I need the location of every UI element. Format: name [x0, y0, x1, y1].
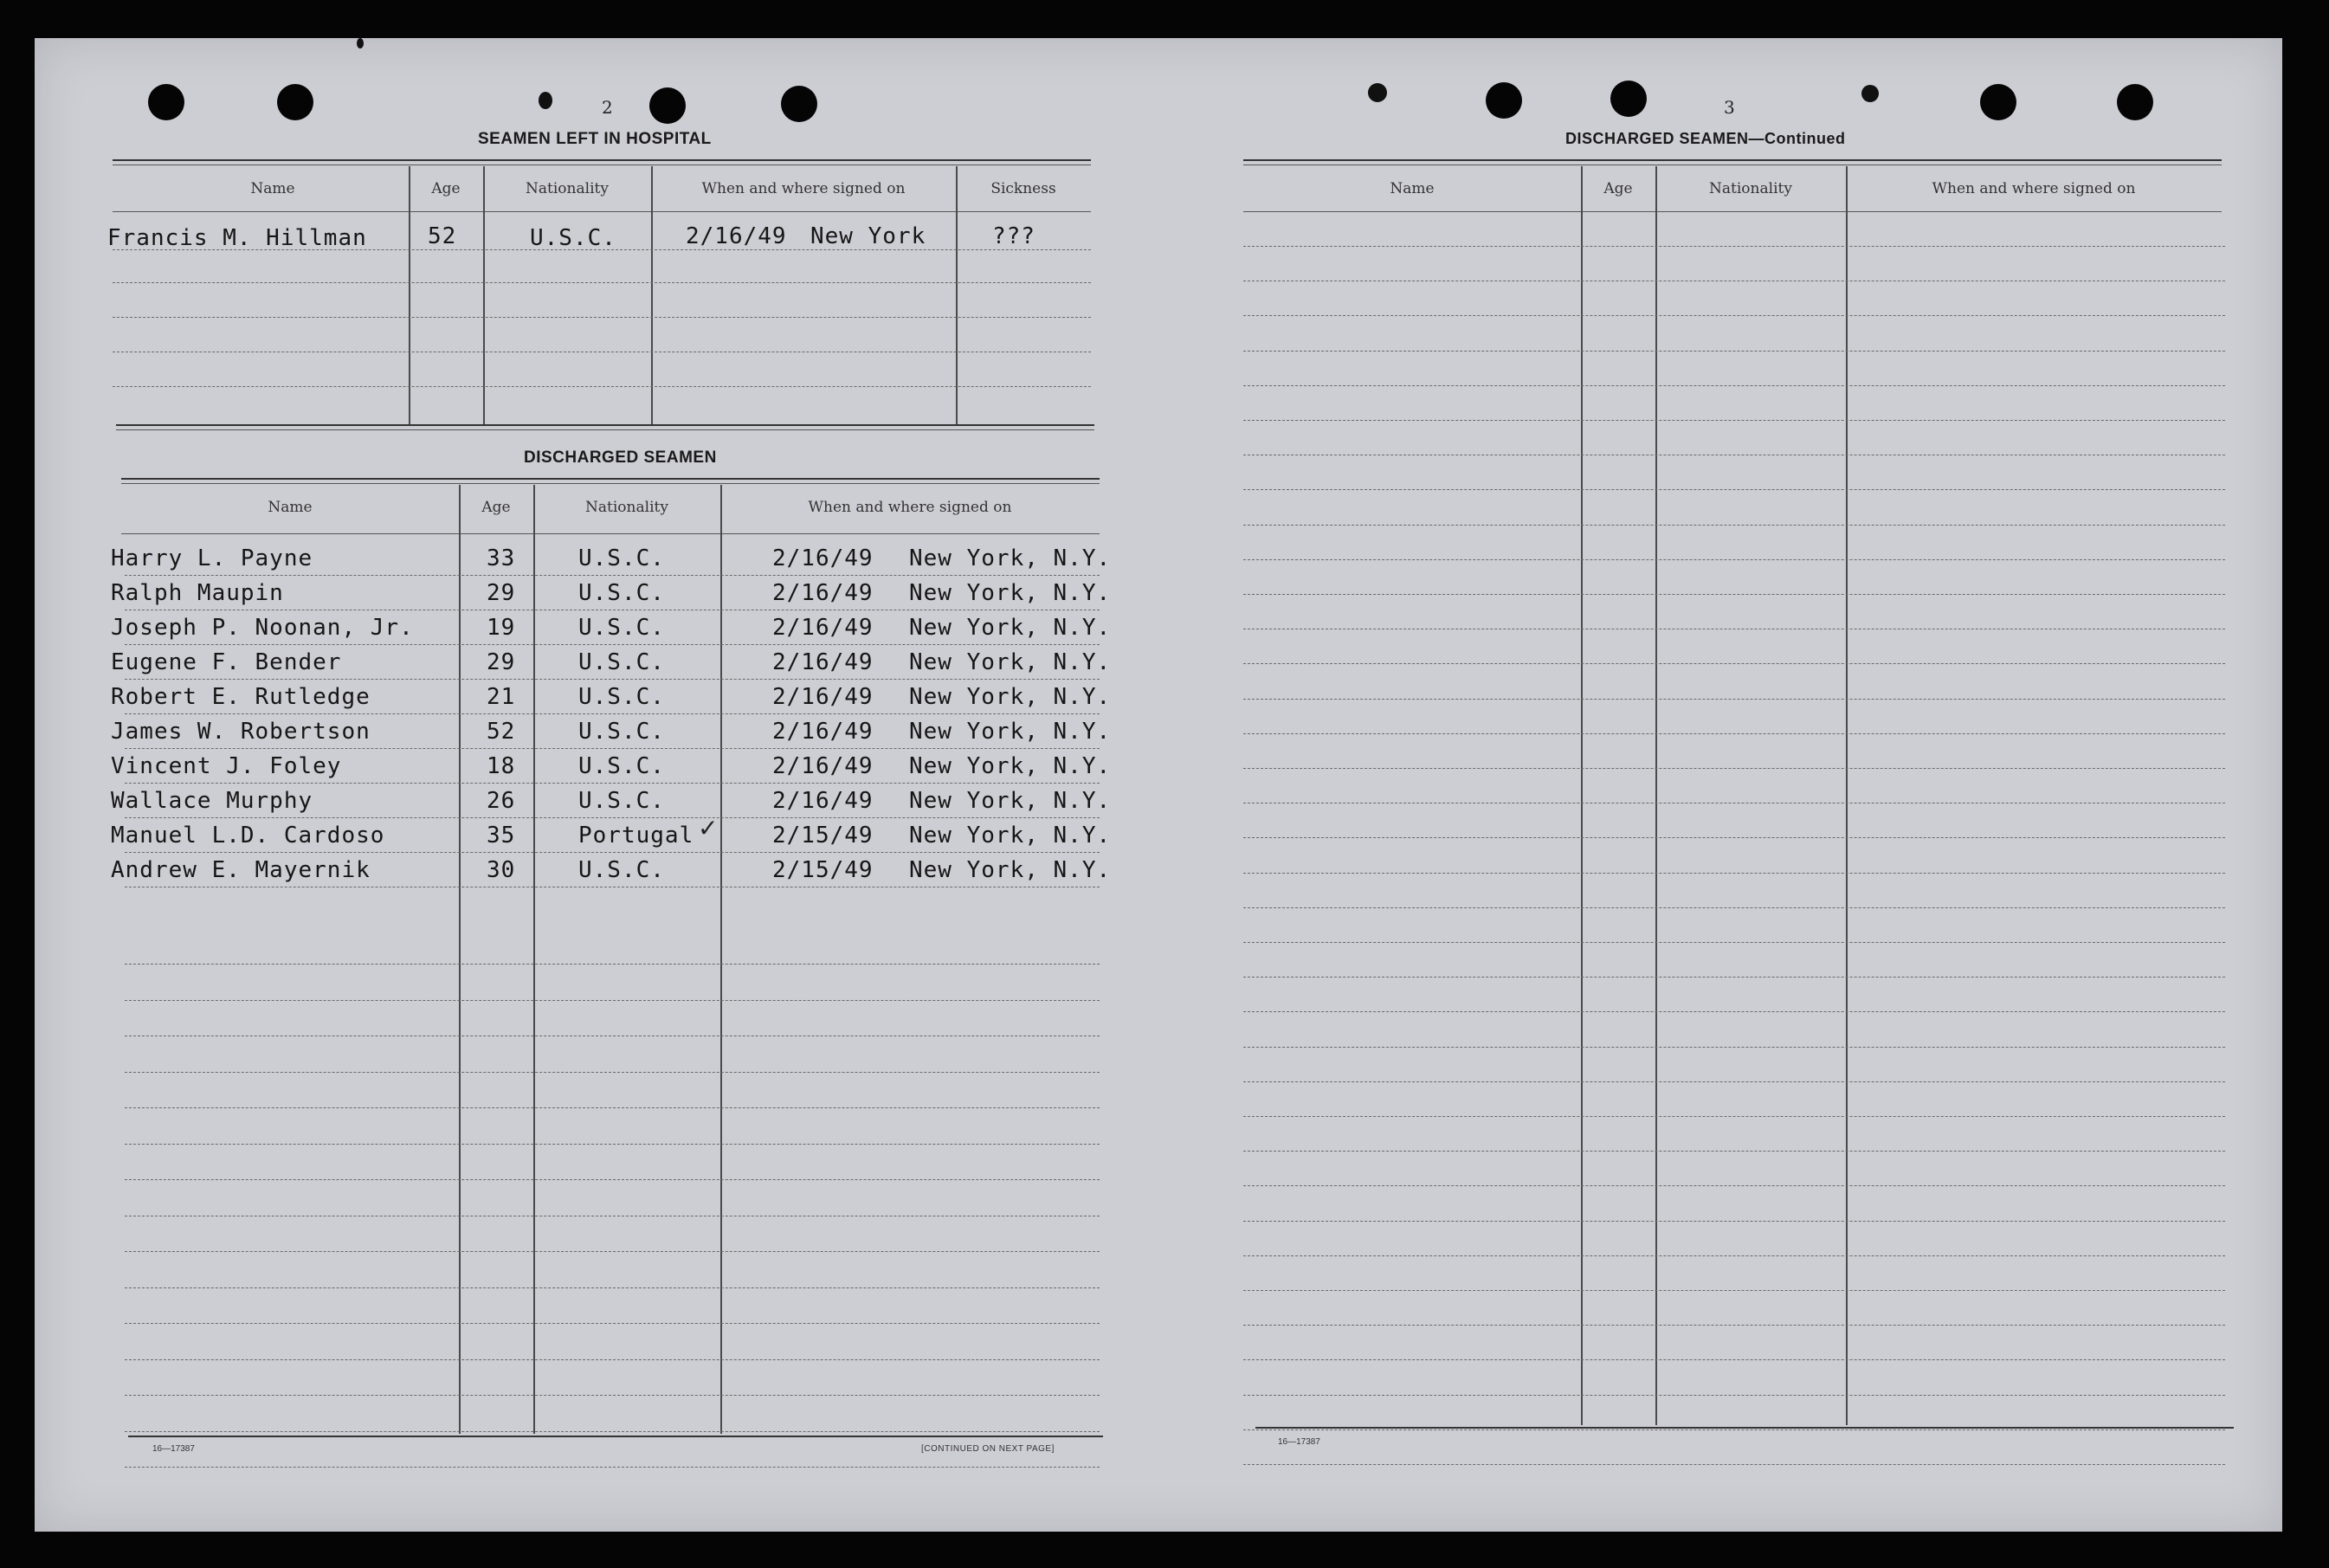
discharged-row-age: 21: [487, 684, 516, 710]
punch-hole: [1610, 81, 1647, 117]
discharged-row-line: [125, 575, 1100, 576]
hospital-col-divider: [409, 166, 410, 426]
discharged-row-date: 2/16/49: [772, 719, 874, 745]
right-row-line: [1243, 1325, 2225, 1326]
right-row-line: [1243, 663, 2225, 664]
right-row-line: [1243, 1116, 2225, 1117]
ink-speck: [1861, 85, 1879, 102]
discharged-row-place: New York, N.Y.: [909, 719, 1112, 745]
ink-speck: [357, 38, 364, 48]
discharged-row-date: 2/16/49: [772, 545, 874, 571]
discharged-row-name: Eugene F. Bender: [111, 649, 342, 675]
right-row-line: [1243, 594, 2225, 595]
discharged-row-name: Manuel L.D. Cardoso: [111, 823, 385, 849]
discharged-row-age: 18: [487, 753, 516, 779]
right-row-line: [1243, 246, 2225, 247]
discharged-top-rule-2: [121, 483, 1100, 484]
right-row-line: [1243, 385, 2225, 386]
right-page-number: 3: [1724, 97, 1735, 118]
discharged-row-date: 2/16/49: [772, 788, 874, 814]
ink-speck: [539, 92, 552, 109]
right-row-line: [1243, 837, 2225, 838]
hospital-col-divider: [956, 166, 958, 426]
discharged-row-line: [125, 748, 1100, 749]
right-row-line: [1243, 1081, 2225, 1082]
discharged-row-nationality: U.S.C.: [578, 684, 665, 710]
discharged-row-age: 29: [487, 649, 516, 675]
punch-hole: [2117, 84, 2153, 120]
discharged-header-age: Age: [481, 499, 511, 516]
discharged-row-age: 30: [487, 857, 516, 883]
right-row-line: [1243, 1185, 2225, 1186]
discharged-row-line: [125, 1000, 1100, 1001]
right-row-line: [1243, 1255, 2225, 1256]
hospital-header-nationality: Nationality: [526, 180, 609, 197]
hospital-header-name: Name: [250, 180, 295, 197]
right-row-line: [1243, 733, 2225, 734]
continued-note: [CONTINUED ON NEXT PAGE]: [921, 1444, 1055, 1454]
discharged-row-line: [125, 1144, 1100, 1145]
discharged-row-date: 2/16/49: [772, 649, 874, 675]
discharged-top-rule: [121, 478, 1100, 480]
discharged-row-place: New York, N.Y.: [909, 788, 1112, 814]
hospital-row-nationality: U.S.C.: [530, 225, 616, 251]
discharged-header-signed-on: When and where signed on: [808, 499, 1012, 516]
discharged-row-line: [125, 679, 1100, 680]
left-page-bottom-rule: [128, 1436, 1103, 1437]
hospital-row-age: 52: [428, 223, 457, 249]
discharged-row-place: New York, N.Y.: [909, 684, 1112, 710]
discharged-header-rule: [121, 533, 1100, 534]
discharged-row-line: [125, 644, 1100, 645]
discharged-row-nationality: Portugal: [578, 823, 694, 849]
discharged-row-date: 2/16/49: [772, 580, 874, 606]
discharged-row-name: James W. Robertson: [111, 719, 371, 745]
right-row-line: [1243, 768, 2225, 769]
discharged-row-line: [125, 1072, 1100, 1073]
discharged-row-nationality: U.S.C.: [578, 788, 665, 814]
discharged-row-line: [125, 1251, 1100, 1252]
right-row-line: [1243, 351, 2225, 352]
discharged-row-name: Vincent J. Foley: [111, 753, 342, 779]
hospital-row-line: [113, 249, 1091, 250]
discharged-row-age: 19: [487, 615, 516, 641]
discharged-row-line: [125, 1395, 1100, 1396]
punch-hole: [1486, 82, 1522, 119]
discharged-row-nationality: U.S.C.: [578, 580, 665, 606]
discharged-row-date: 2/16/49: [772, 615, 874, 641]
discharged-row-line: [125, 1431, 1100, 1432]
right-row-line: [1243, 420, 2225, 421]
discharged-row-age: 29: [487, 580, 516, 606]
discharged-row-place: New York, N.Y.: [909, 857, 1112, 883]
discharged-row-name: Andrew E. Mayernik: [111, 857, 371, 883]
document-sheet: [35, 38, 2282, 1532]
discharged-row-place: New York, N.Y.: [909, 545, 1112, 571]
right-top-rule: [1243, 159, 2222, 161]
hospital-row-line: [113, 282, 1091, 283]
discharged-row-place: New York, N.Y.: [909, 615, 1112, 641]
right-row-line: [1243, 559, 2225, 560]
hospital-row-line: [113, 317, 1091, 318]
discharged-row-line: [125, 964, 1100, 965]
discharged-row-date: 2/16/49: [772, 684, 874, 710]
right-row-line: [1243, 315, 2225, 316]
hospital-col-divider: [651, 166, 653, 426]
right-header-nationality: Nationality: [1709, 180, 1792, 197]
hospital-header-signed-on: When and where signed on: [701, 180, 906, 197]
right-row-line: [1243, 489, 2225, 490]
discharged-section-title: DISCHARGED SEAMEN: [524, 448, 717, 467]
discharged-row-line: [125, 713, 1100, 714]
right-header-age: Age: [1603, 180, 1633, 197]
right-page-bottom-rule: [1255, 1427, 2234, 1429]
discharged-row-place: New York, N.Y.: [909, 649, 1112, 675]
discharged-row-nationality: U.S.C.: [578, 857, 665, 883]
left-form-code: 16—17387: [152, 1444, 195, 1454]
right-form-code: 16—17387: [1278, 1437, 1320, 1447]
right-header-rule: [1243, 211, 2222, 212]
hospital-bottom-rule-2: [116, 429, 1094, 430]
discharged-row-line: [125, 783, 1100, 784]
hospital-col-divider: [483, 166, 485, 426]
discharged-col-divider: [459, 485, 461, 1434]
discharged-row-date: 2/15/49: [772, 823, 874, 849]
discharged-row-place: New York, N.Y.: [909, 823, 1112, 849]
discharged-row-line: [125, 1359, 1100, 1360]
right-row-line: [1243, 907, 2225, 908]
hospital-row-line: [113, 386, 1091, 387]
right-row-line: [1243, 942, 2225, 943]
right-row-line: [1243, 977, 2225, 978]
discharged-row-line: [125, 817, 1100, 818]
hospital-row-date: 2/16/49: [686, 223, 787, 249]
right-row-line: [1243, 873, 2225, 874]
discharged-row-nationality: U.S.C.: [578, 545, 665, 571]
check-mark: ✓: [698, 814, 719, 842]
right-header-name: Name: [1390, 180, 1435, 197]
punch-hole: [148, 84, 184, 120]
right-row-line: [1243, 1151, 2225, 1152]
right-row-line: [1243, 1011, 2225, 1012]
left-page-number: 2: [602, 97, 613, 118]
discharged-row-name: Ralph Maupin: [111, 580, 284, 606]
discharged-row-nationality: U.S.C.: [578, 615, 665, 641]
hospital-header-sickness: Sickness: [990, 180, 1056, 197]
hospital-header-rule: [113, 211, 1091, 212]
discharged-header-name: Name: [268, 499, 313, 516]
discharged-row-date: 2/16/49: [772, 753, 874, 779]
discharged-col-divider: [720, 485, 722, 1434]
ink-speck: [1368, 83, 1387, 102]
hospital-bottom-rule: [116, 424, 1094, 426]
discharged-row-name: Robert E. Rutledge: [111, 684, 371, 710]
right-row-line: [1243, 1221, 2225, 1222]
discharged-header-nationality: Nationality: [585, 499, 668, 516]
discharged-row-line: [125, 1467, 1100, 1468]
punch-hole: [277, 84, 313, 120]
discharged-row-place: New York, N.Y.: [909, 580, 1112, 606]
hospital-row-place: New York: [810, 223, 926, 249]
discharged-row-age: 52: [487, 719, 516, 745]
right-row-line: [1243, 1047, 2225, 1048]
punch-hole: [649, 87, 686, 124]
discharged-row-line: [125, 1179, 1100, 1180]
right-col-divider: [1581, 166, 1583, 1425]
discharged-row-nationality: U.S.C.: [578, 753, 665, 779]
discharged-row-age: 35: [487, 823, 516, 849]
right-row-line: [1243, 1464, 2225, 1465]
punch-hole: [1980, 84, 2016, 120]
hospital-row-sickness: ???: [992, 223, 1035, 249]
discharged-row-age: 33: [487, 545, 516, 571]
discharged-row-line: [125, 1107, 1100, 1108]
right-row-line: [1243, 1395, 2225, 1396]
right-row-line: [1243, 1290, 2225, 1291]
discharged-col-divider: [533, 485, 535, 1434]
right-col-divider: [1655, 166, 1657, 1425]
discharged-row-line: [125, 1287, 1100, 1288]
right-section-title: DISCHARGED SEAMEN—Continued: [1565, 130, 1846, 147]
hospital-header-age: Age: [431, 180, 461, 197]
discharged-row-nationality: U.S.C.: [578, 719, 665, 745]
discharged-row-line: [125, 852, 1100, 853]
discharged-row-name: Wallace Murphy: [111, 788, 313, 814]
right-row-line: [1243, 699, 2225, 700]
discharged-row-name: Joseph P. Noonan, Jr.: [111, 615, 414, 641]
right-row-line: [1243, 1429, 2225, 1430]
right-row-line: [1243, 1359, 2225, 1360]
discharged-row-line: [125, 1323, 1100, 1324]
right-row-line: [1243, 525, 2225, 526]
discharged-row-date: 2/15/49: [772, 857, 874, 883]
right-col-divider: [1846, 166, 1848, 1425]
discharged-row-age: 26: [487, 788, 516, 814]
hospital-section-title: SEAMEN LEFT IN HOSPITAL: [478, 130, 712, 148]
right-header-signed-on: When and where signed on: [1932, 180, 2136, 197]
hospital-top-rule: [113, 159, 1091, 161]
discharged-row-name: Harry L. Payne: [111, 545, 313, 571]
punch-hole: [781, 86, 817, 122]
hospital-row-name: Francis M. Hillman: [107, 225, 367, 251]
discharged-row-place: New York, N.Y.: [909, 753, 1112, 779]
discharged-row-nationality: U.S.C.: [578, 649, 665, 675]
